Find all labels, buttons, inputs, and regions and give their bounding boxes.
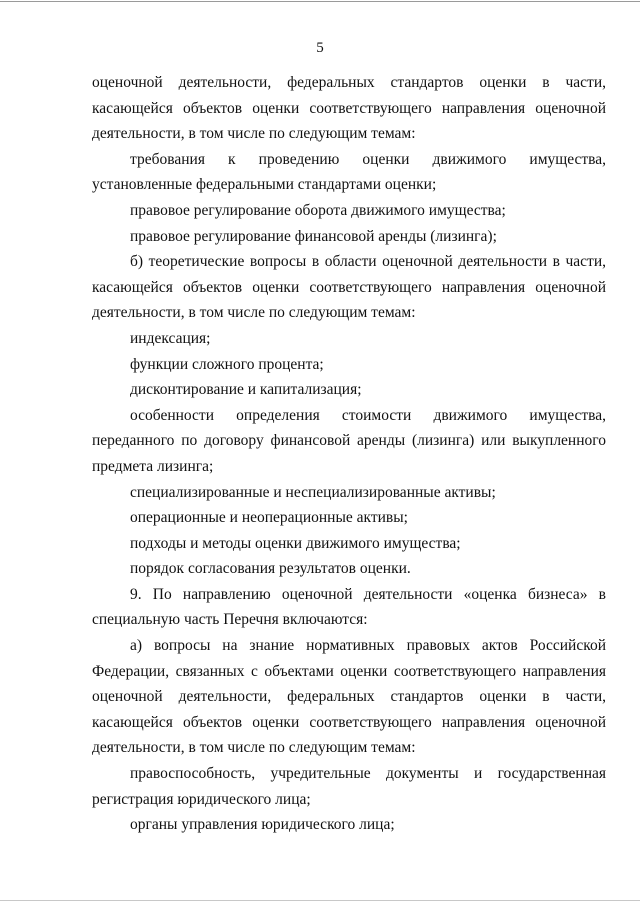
page-number: 5 xyxy=(316,40,324,56)
paragraph: порядок согласования результатов оценки. xyxy=(130,560,411,578)
bottom-edge-line xyxy=(0,900,640,901)
paragraph: правовое регулирование оборота движимого имущества; xyxy=(130,201,506,219)
paragraph: специализированные и неспециализированные активы; xyxy=(130,483,496,501)
paragraph: правоспособность, учредительные документы и государственная регистрация юридического лица; xyxy=(92,765,606,808)
paragraph: 9. По направлению оценочной деятельности «оценка бизнеса» в специальную часть Перечня включаются: xyxy=(92,585,606,629)
paragraph: операционные и неоперационные активы; xyxy=(130,509,408,527)
paragraph: подходы и методы оценки движимого имущества; xyxy=(130,534,461,552)
paragraph: индексация; xyxy=(130,329,211,347)
paragraph: функции сложного процента; xyxy=(130,355,324,373)
paragraph: особенности определения стоимости движимого имущества, переданного по договору финансовой аренды (лизинга) или выкупленного предмета лизинга; xyxy=(92,406,606,475)
paragraph: а) вопросы на знание нормативных правовых актов Российской Федерации, связанных с объектами оценки соответствующего направления оценочной деятельности, федеральных стандартов оценки в части, касающейся объектов оценки соответствующего направления оценочной деятельности, в том числе по следующим темам: xyxy=(92,637,606,757)
body-text xyxy=(92,70,606,838)
paragraph: дисконтирование и капитализация; xyxy=(130,381,362,399)
paragraph: оценочной деятельности, федеральных стандартов оценки в части, касающейся объектов оценки соответствующего направления оценочной деятельности, в том числе по следующим темам: xyxy=(92,74,606,143)
paragraph: правовое регулирование финансовой аренды (лизинга); xyxy=(130,227,497,245)
paragraph: б) теоретические вопросы в области оценочной деятельности в части, касающейся объектов оценки соответствующего направления оценочной деятельности, в том числе по следующим темам: xyxy=(92,253,606,322)
paragraph: требования к проведению оценки движимого имущества, установленные федеральными стандартами оценки; xyxy=(92,150,606,194)
top-edge-line xyxy=(0,1,640,2)
paragraph: органы управления юридического лица; xyxy=(130,816,395,834)
